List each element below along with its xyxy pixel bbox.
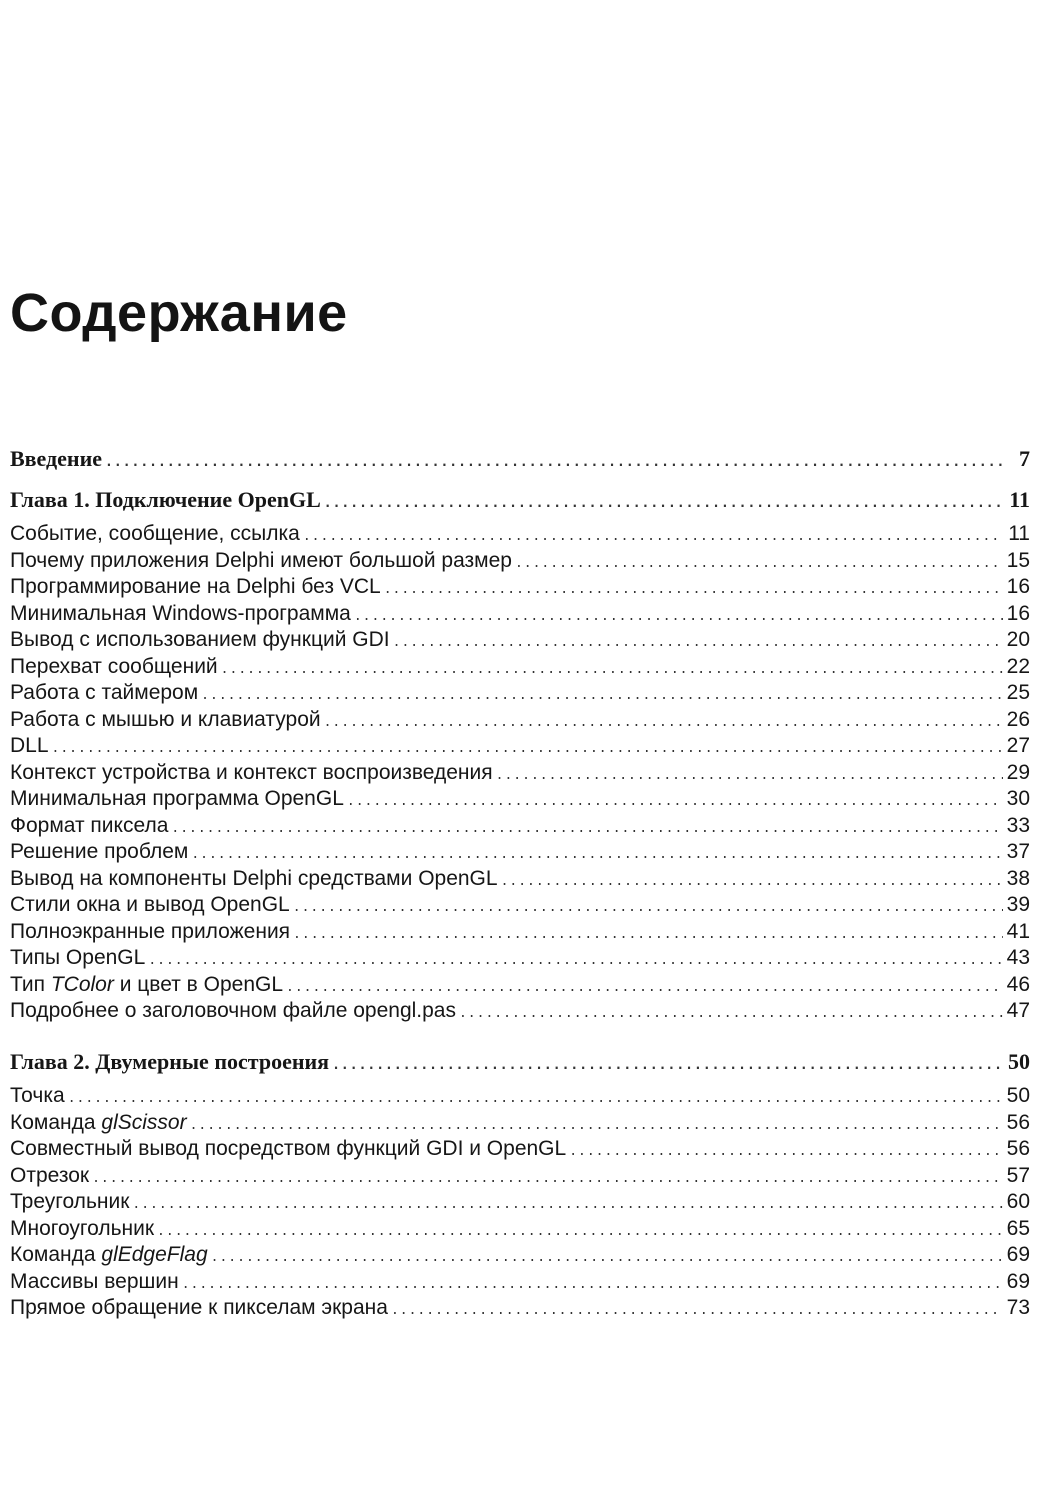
dot-leader <box>211 1245 1003 1269</box>
dot-leader <box>148 948 1003 972</box>
toc-page-number: 25 <box>1006 681 1030 704</box>
dot-leader <box>171 816 1003 840</box>
toc-entry-title: Отрезок <box>10 1163 90 1187</box>
toc-entry-title: Работа с мышью и клавиатурой <box>10 707 321 731</box>
dot-leader <box>459 1001 1003 1025</box>
toc-entry[interactable] <box>10 813 1030 840</box>
dot-leader <box>496 763 1003 787</box>
dot-leader <box>92 1166 1003 1190</box>
toc-entry-intro[interactable] <box>10 446 1030 473</box>
dot-leader <box>324 710 1003 734</box>
toc-entry[interactable] <box>10 1295 1030 1322</box>
toc-entry[interactable] <box>10 707 1030 734</box>
toc-page-number: 7 <box>1019 446 1030 471</box>
toc-entry-title: Почему приложения Delphi имеют большой размер <box>10 548 512 572</box>
toc-entry-title: Формат пиксела <box>10 813 169 837</box>
toc-page-number: 69 <box>1006 1243 1030 1266</box>
toc-entry[interactable] <box>10 866 1030 893</box>
toc-entry[interactable] <box>10 1163 1030 1190</box>
toc-entry-title: Прямое обращение к пикселам экрана <box>10 1296 388 1319</box>
dot-leader <box>569 1139 1003 1163</box>
toc-page-number: 27 <box>1006 734 1030 757</box>
toc-page-number: 46 <box>1006 972 1030 996</box>
toc-page-number: 20 <box>1006 628 1030 651</box>
toc-chapter-2[interactable] <box>10 1049 1030 1076</box>
dot-leader <box>354 604 1003 628</box>
toc-page-number: 15 <box>1006 548 1030 572</box>
toc-page-number: 22 <box>1006 654 1030 678</box>
dot-leader <box>324 491 1003 514</box>
toc-page-number: 16 <box>1006 601 1030 625</box>
toc-entry[interactable] <box>10 733 1030 760</box>
toc-entry-title: Программирование на Delphi без VCL <box>10 575 381 598</box>
dot-leader <box>332 1053 1003 1076</box>
dot-leader <box>286 975 1003 999</box>
dot-leader <box>293 922 1003 946</box>
toc-page-number: 60 <box>1006 1190 1030 1213</box>
toc-entry-title: Минимальная программа OpenGL <box>10 787 344 810</box>
toc-entry-title: Решение проблем <box>10 840 189 863</box>
toc-entry-title: Треугольник <box>10 1190 130 1213</box>
toc-entry-title <box>10 1110 187 1137</box>
toc-entry-title: Контекст устройства и контекст воспроизведения <box>10 760 493 784</box>
toc-entry[interactable] <box>10 521 1030 548</box>
toc-entry-title: Работа с таймером <box>10 681 199 704</box>
toc-page-number: 65 <box>1006 1216 1030 1240</box>
dot-leader <box>157 1219 1003 1243</box>
toc-entry[interactable] <box>10 839 1030 866</box>
dot-leader <box>303 524 1003 548</box>
toc-entry[interactable] <box>10 1189 1030 1216</box>
toc-entry[interactable] <box>10 945 1030 972</box>
toc-title-emphasis: glScissor <box>101 1110 187 1134</box>
toc-page-number: 73 <box>1006 1296 1030 1319</box>
toc-entry[interactable] <box>10 601 1030 628</box>
toc-entry-title: Стили окна и вывод OpenGL <box>10 893 290 916</box>
toc-page-number: 33 <box>1006 813 1030 837</box>
toc-chapter-title: Глава 2. Двумерные построения <box>10 1048 330 1074</box>
toc-entry-title: Событие, сообщение, ссылка <box>10 522 300 545</box>
dot-leader <box>515 551 1003 575</box>
toc-page-number: 11 <box>1009 486 1030 512</box>
toc-title-prefix: Тип <box>10 972 51 996</box>
toc-entry[interactable] <box>10 892 1030 919</box>
dot-leader <box>190 1113 1003 1137</box>
toc-chapter-1[interactable] <box>10 487 1030 514</box>
dot-leader <box>391 1298 1003 1322</box>
toc-entry-title <box>10 1242 208 1269</box>
dot-leader <box>384 577 1003 601</box>
toc-page-number: 50 <box>1008 1048 1030 1074</box>
toc-page-number: 41 <box>1006 919 1030 943</box>
dot-leader <box>293 895 1003 919</box>
toc-entry[interactable] <box>10 680 1030 707</box>
toc-entry[interactable] <box>10 760 1030 787</box>
toc-title-prefix: Команда <box>10 1110 102 1134</box>
dot-leader <box>105 450 1003 473</box>
toc-entry-title: Вывод на компоненты Delphi средствами OpenGL <box>10 866 498 890</box>
toc-page-number: 47 <box>1006 999 1030 1022</box>
dot-leader <box>221 657 1003 681</box>
dot-leader <box>132 1192 1003 1216</box>
toc-entry[interactable] <box>10 654 1030 681</box>
toc-title-emphasis: TColor <box>50 972 114 996</box>
dot-leader <box>501 869 1003 893</box>
toc-entry-title: Введение <box>10 446 103 471</box>
dot-leader <box>52 736 1003 760</box>
toc-entry-title: Типы OpenGL <box>10 946 146 969</box>
toc-page-number: 37 <box>1006 840 1030 863</box>
dot-leader <box>201 683 1003 707</box>
toc-entry-title: Минимальная Windows-программа <box>10 601 351 625</box>
toc-entry[interactable] <box>10 786 1030 813</box>
toc-chapter-title: Глава 1. Подключение OpenGL <box>10 486 321 512</box>
toc-entry[interactable] <box>10 1110 1030 1137</box>
toc-page-number: 11 <box>1008 522 1030 545</box>
toc-page-number: 16 <box>1006 575 1030 598</box>
dot-leader <box>393 630 1003 654</box>
toc-entry-title: Многоугольник <box>10 1216 155 1240</box>
toc-entry[interactable] <box>10 548 1030 575</box>
dot-leader <box>182 1272 1003 1296</box>
toc-entry[interactable] <box>10 919 1030 946</box>
toc-entry-title: Полноэкранные приложения <box>10 919 291 943</box>
toc-entry[interactable] <box>10 998 1030 1025</box>
toc-entry[interactable] <box>10 627 1030 654</box>
toc-entry-title: DLL <box>10 734 49 757</box>
toc-page-number: 56 <box>1006 1110 1030 1134</box>
toc-title-prefix: Команда <box>10 1243 102 1266</box>
toc-title-emphasis: glEdgeFlag <box>101 1243 208 1266</box>
toc-entry[interactable] <box>10 972 1030 999</box>
toc-page-number: 39 <box>1006 893 1030 916</box>
toc-entry[interactable] <box>10 1242 1030 1269</box>
toc-entry[interactable] <box>10 1216 1030 1243</box>
toc-page-number: 69 <box>1006 1269 1030 1293</box>
toc-page-number: 57 <box>1006 1163 1030 1187</box>
spacer <box>10 1025 1030 1049</box>
toc-entry-title: Точка <box>10 1084 65 1107</box>
toc-page-number: 29 <box>1006 760 1030 784</box>
toc-page-number: 43 <box>1006 946 1030 969</box>
toc-entry-title: Вывод с использованием функций GDI <box>10 628 390 651</box>
toc-page-number: 56 <box>1006 1137 1030 1160</box>
dot-leader <box>191 842 1003 866</box>
toc-entry[interactable] <box>10 1136 1030 1163</box>
toc-entry-title: Подробнее о заголовочном файле opengl.pas <box>10 999 456 1022</box>
toc-title-suffix: и цвет в OpenGL <box>113 972 284 996</box>
toc-entry-title: Совместный вывод посредством функций GDI и OpenGL <box>10 1137 567 1160</box>
toc-page-number: 26 <box>1006 707 1030 731</box>
toc-entry[interactable] <box>10 574 1030 601</box>
toc-entry-title <box>10 972 283 999</box>
toc-page-number: 38 <box>1006 866 1030 890</box>
toc-page-number: 50 <box>1006 1084 1030 1107</box>
toc-entry-title: Массивы вершин <box>10 1269 179 1293</box>
toc-entry[interactable] <box>10 1083 1030 1110</box>
page-title: Содержание <box>10 283 348 343</box>
toc-entry[interactable] <box>10 1269 1030 1296</box>
dot-leader <box>347 789 1003 813</box>
toc-page-number: 30 <box>1006 787 1030 810</box>
toc-entry-title: Перехват сообщений <box>10 654 218 678</box>
table-of-contents <box>10 446 1030 1322</box>
dot-leader <box>68 1086 1003 1110</box>
